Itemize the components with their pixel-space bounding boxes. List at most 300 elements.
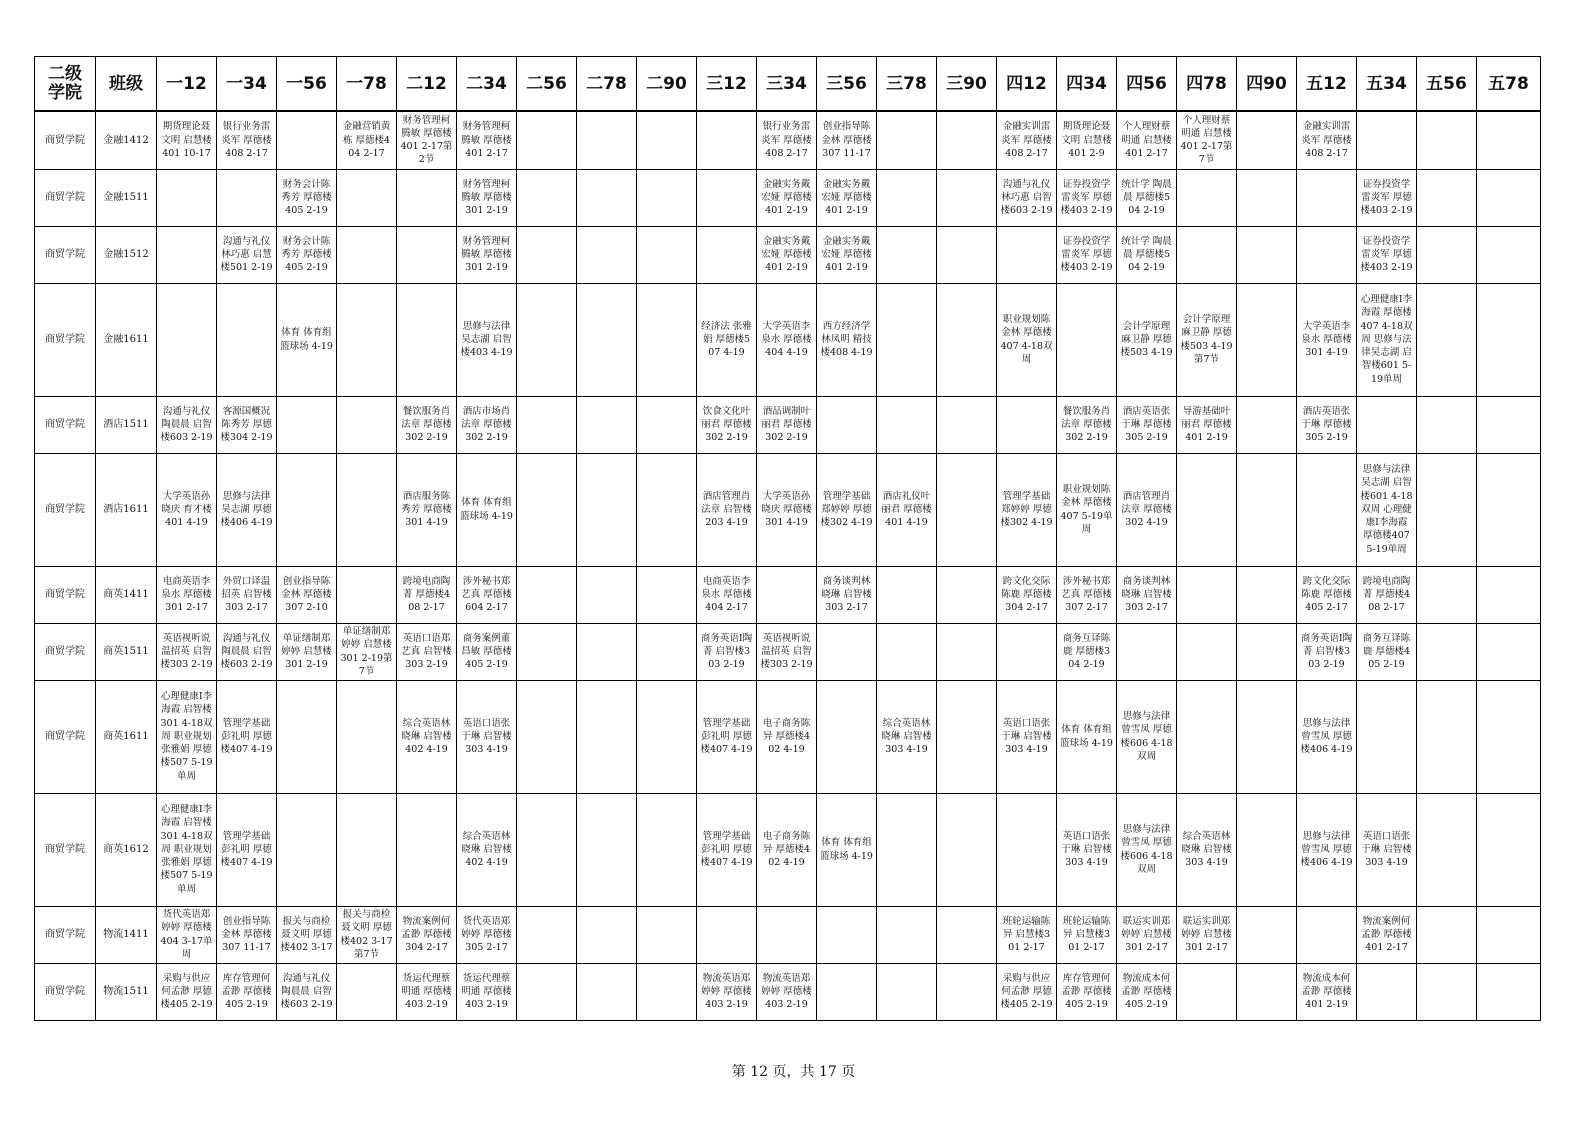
schedule-cell [457,283,517,396]
schedule-cell [337,793,397,906]
schedule-cell [1417,963,1477,1020]
schedule-cell [1297,963,1357,1020]
header-period: 三12 [697,57,757,112]
schedule-cell [457,226,517,283]
schedule-cell [337,906,397,963]
course-entry: 大学英语李泉水 厚德楼404 4-19 [761,320,812,359]
class-cell: 金融1412 [96,111,157,169]
schedule-cell [277,453,337,566]
schedule-cell [1297,566,1357,623]
schedule-cell [1177,226,1237,283]
college-cell: 商贸学院 [35,906,96,963]
schedule-cell [277,906,337,963]
schedule-cell [997,963,1057,1020]
schedule-cell [1057,623,1117,680]
schedule-cell [457,680,517,793]
course-entry: 证券投资学雷炎军 厚德楼403 2-19 [1360,235,1413,274]
header-period: 二90 [637,57,697,112]
schedule-cell [397,453,457,566]
schedule-cell [1237,680,1297,793]
schedule-cell [397,111,457,169]
table-row [35,453,1541,566]
table-row [35,566,1541,623]
schedule-cell [277,680,337,793]
course-entry: 综合英语林晓琳 启智楼303 4-19 [1181,830,1232,869]
course-entry: 会计学原理麻卫静 厚德楼503 4-19 [1120,320,1173,359]
schedule-cell [757,623,817,680]
course-entry: 涉外秘书郑艺真 厚德楼307 2-17 [1061,575,1112,614]
schedule-cell [277,566,337,623]
schedule-cell [937,963,997,1020]
schedule-cell [517,566,577,623]
table-row [35,396,1541,453]
course-entry: 电子商务陈异 厚德楼402 4-19 [762,830,811,869]
header-period: 五12 [1297,57,1357,112]
course-entry: 报关与商检聂文明 厚德楼402 3-17第7节 [340,909,393,960]
schedule-cell [817,169,877,226]
table-row [35,906,1541,963]
schedule-cell [1177,906,1237,963]
schedule-cell [1417,623,1477,680]
course-entry: 商务英语Ⅰ陶菁 启智楼303 2-19 [700,632,753,671]
schedule-cell [1057,793,1117,906]
course-entry: 联运实训郑婷婷 启慧楼301 2-17 [1181,915,1232,954]
schedule-cell [397,623,457,680]
header-college: 二级学院 [35,57,96,112]
schedule-cell [577,169,637,226]
course-entry: 金融实训雷炎军 厚德楼408 2-17 [1301,121,1352,159]
college-cell: 商贸学院 [35,566,96,623]
schedule-cell [937,793,997,906]
course-entry: 管理学基础彭礼明 厚德楼407 4-19 [700,830,753,869]
schedule-cell [457,453,517,566]
schedule-cell [397,169,457,226]
schedule-cell [217,453,277,566]
course-entry: 银行业务雷炎军 厚德楼408 2-17 [221,121,272,159]
class-cell: 物流1511 [96,963,157,1020]
schedule-cell [637,680,697,793]
schedule-cell [577,906,637,963]
header-class: 班级 [96,57,157,112]
schedule-cell [517,396,577,453]
course-entry: 思修与法律吴志湖 启智楼601 4-18双周 心理健康Ⅰ李海霞 厚德楼407 5-19单周 [1360,464,1413,555]
table-row [35,793,1541,906]
schedule-cell [1057,906,1117,963]
schedule-cell [757,226,817,283]
schedule-cell [157,396,217,453]
schedule-cell [157,566,217,623]
schedule-cell [697,226,757,283]
course-entry: 心理健康Ⅰ李海霞 启智楼301 4-18双周 职业规划 张雅娟 厚德楼507 5-19单周 [160,804,213,895]
schedule-cell [1117,169,1177,226]
schedule-cell [997,111,1057,169]
schedule-cell [1057,680,1117,793]
schedule-cell [877,111,937,169]
course-entry: 金融实务戴宏娅 厚德楼401 2-19 [761,178,812,217]
schedule-cell [1237,793,1297,906]
course-entry: 英语口语张于琳 启智楼303 4-19 [1061,830,1112,869]
schedule-cell [1417,111,1477,169]
schedule-cell [757,680,817,793]
course-entry: 个人理财蔡明通 启慧楼401 2-17第7节 [1180,114,1233,166]
schedule-cell [1177,396,1237,453]
schedule-cell [697,680,757,793]
schedule-cell [397,906,457,963]
course-entry: 跨境电商陶菁 厚德楼408 2-17 [402,575,451,614]
course-entry: 酒店服务陈秀芳 厚德楼301 4-19 [401,490,452,529]
schedule-cell [1237,453,1297,566]
course-entry: 客源国概况陈秀芳 厚德楼304 2-19 [220,405,273,444]
schedule-cell [757,906,817,963]
schedule-cell [697,793,757,906]
schedule-cell [157,283,217,396]
class-cell: 商英1611 [96,680,157,793]
schedule-cell [1117,680,1177,793]
schedule-cell [1237,111,1297,169]
course-entry: 经济法 张雅娟 厚德楼507 4-19 [701,320,752,359]
course-entry: 管理学基础彭礼明 厚德楼407 4-19 [220,717,273,756]
course-entry: 职业规划陈金林 厚德楼407 5-19单周 [1060,484,1113,535]
schedule-cell [397,963,457,1020]
course-entry: 物流成本何孟渺 厚德楼405 2-19 [1121,972,1172,1011]
schedule-cell [577,226,637,283]
schedule-cell [997,226,1057,283]
schedule-cell [577,566,637,623]
schedule-cell [1117,906,1177,963]
schedule-cell [757,396,817,453]
schedule-cell [1057,963,1117,1020]
college-cell: 商贸学院 [35,226,96,283]
schedule-cell [577,283,637,396]
schedule-cell [1057,111,1117,169]
schedule-cell [1117,396,1177,453]
schedule-cell [937,283,997,396]
college-cell: 商贸学院 [35,396,96,453]
schedule-cell [1057,226,1117,283]
schedule-cell [937,226,997,283]
course-entry: 沟通与礼仪林巧惠 启智楼603 2-19 [1000,178,1053,217]
course-entry: 创业指导陈金林 厚德楼307 11-17 [821,121,872,159]
schedule-cell [937,566,997,623]
course-entry: 商务谈判林晓琳 启智楼303 2-17 [1121,575,1172,614]
course-entry: 职业规划陈金林 厚德楼407 4-18双周 [1000,314,1053,365]
schedule-cell [337,226,397,283]
schedule-cell [937,453,997,566]
schedule-cell [217,396,277,453]
page-footer: 第 12 页，共 17 页 [731,1064,856,1080]
course-entry: 心理健康Ⅰ李海霞 启智楼301 4-18双周 职业规划 张雅娟 厚德楼507 5-19单周 [160,691,213,782]
course-entry: 酒店英语张于琳 厚德楼305 2-19 [1121,405,1172,444]
schedule-cell [517,906,577,963]
header-period: 二12 [397,57,457,112]
schedule-cell [697,566,757,623]
header-period: 二34 [457,57,517,112]
schedule-cell [817,680,877,793]
schedule-cell [1417,226,1477,283]
course-entry: 个人理财蔡明通 启慧楼401 2-17 [1121,121,1172,159]
course-entry: 管理学基础郑婷婷 厚德楼302 4-19 [1000,490,1053,529]
schedule-cell [1177,566,1237,623]
course-entry: 综合英语林晓琳 启智楼303 4-19 [881,717,932,756]
schedule-cell [1117,566,1177,623]
course-entry: 统计学 陶晨晨 厚德楼504 2-19 [1121,235,1172,274]
header-period: 一56 [277,57,337,112]
college-cell: 商贸学院 [35,111,96,169]
schedule-cell [157,623,217,680]
schedule-cell [1297,906,1357,963]
schedule-cell [997,453,1057,566]
course-entry: 思修与法律曾雪凤 厚德楼606 4-18双周 [1120,824,1173,875]
schedule-cell [1357,283,1417,396]
course-entry: 思修与法律吴志湖 启智楼403 4-19 [460,320,513,359]
class-cell: 金融1512 [96,226,157,283]
table-row [35,169,1541,226]
class-cell: 物流1411 [96,906,157,963]
course-entry: 大学英语孙晓庆 育才楼401 4-19 [161,490,212,529]
schedule-cell [997,396,1057,453]
schedule-cell [817,906,877,963]
course-entry: 管理学基础彭礼明 厚德楼407 4-19 [700,717,753,756]
schedule-cell [1057,396,1117,453]
course-entry: 餐饮服务肖法章 厚德楼302 2-19 [401,405,452,444]
schedule-cell [1357,396,1417,453]
schedule-cell [697,283,757,396]
schedule-cell [1237,226,1297,283]
schedule-cell [217,226,277,283]
schedule-cell [1057,283,1117,396]
schedule-cell [877,453,937,566]
schedule-cell [877,623,937,680]
schedule-cell [1117,793,1177,906]
schedule-cell [637,169,697,226]
schedule-cell [577,793,637,906]
header-period: 四12 [997,57,1057,112]
schedule-cell [637,453,697,566]
timetable [34,56,1541,1021]
course-entry: 体育 体育组 篮球场 4-19 [1060,724,1113,749]
schedule-cell [457,963,517,1020]
schedule-cell [1477,566,1541,623]
header-period: 四78 [1177,57,1237,112]
schedule-cell [1477,111,1541,169]
schedule-cell [817,226,877,283]
schedule-cell [637,963,697,1020]
schedule-cell [877,566,937,623]
schedule-cell [1417,680,1477,793]
schedule-cell [1297,396,1357,453]
course-entry: 电商英语李泉水 厚德楼301 2-17 [161,575,212,614]
course-entry: 期货理论聂文明 启慧楼401 2-9 [1061,121,1112,159]
course-entry: 思修与法律曾雪凤 厚德楼606 4-18双周 [1120,711,1173,762]
schedule-cell [937,396,997,453]
course-entry: 综合英语林晓琳 启智楼402 4-19 [401,717,452,756]
schedule-cell [277,283,337,396]
schedule-cell [1477,963,1541,1020]
course-entry: 货代英语郑婷婷 厚德楼305 2-17 [461,915,512,954]
table-row [35,623,1541,680]
schedule-cell [1237,623,1297,680]
class-cell: 商英1612 [96,793,157,906]
course-entry: 期货理论聂文明 启慧楼401 10-17 [161,121,212,159]
schedule-cell [637,566,697,623]
schedule-cell [757,111,817,169]
schedule-cell [517,623,577,680]
schedule-cell [1297,283,1357,396]
schedule-cell [1477,906,1541,963]
schedule-cell [1237,566,1297,623]
schedule-cell [457,111,517,169]
schedule-cell [157,453,217,566]
course-entry: 联运实训郑婷婷 启慧楼301 2-17 [1121,915,1172,954]
schedule-cell [1417,566,1477,623]
schedule-cell [1417,793,1477,906]
schedule-cell [577,453,637,566]
course-entry: 大学英语孙晓庆 厚德楼301 4-19 [761,490,812,529]
schedule-cell [397,283,457,396]
header-period: 三56 [817,57,877,112]
course-entry: 金融实训雷炎军 厚德楼408 2-17 [1001,121,1052,159]
schedule-cell [637,623,697,680]
schedule-cell [217,283,277,396]
schedule-cell [517,283,577,396]
schedule-cell [997,169,1057,226]
schedule-cell [937,906,997,963]
schedule-cell [277,226,337,283]
course-entry: 体育 体育组 篮球场 4-19 [820,837,873,862]
schedule-cell [937,111,997,169]
header-period: 五56 [1417,57,1477,112]
course-entry: 思修与法律吴志湖 厚德楼406 4-19 [220,490,273,529]
schedule-cell [997,793,1057,906]
schedule-cell [937,623,997,680]
schedule-cell [1117,623,1177,680]
schedule-cell [337,623,397,680]
schedule-cell [1357,793,1417,906]
schedule-cell [217,169,277,226]
schedule-cell [217,793,277,906]
schedule-cell [877,793,937,906]
schedule-cell [757,283,817,396]
course-entry: 酒店礼仪叶丽君 厚德楼401 4-19 [881,490,932,529]
course-entry: 证券投资学雷炎军 厚德楼403 2-19 [1060,178,1113,217]
course-entry: 综合英语林晓琳 启智楼402 4-19 [461,830,512,869]
schedule-cell [1297,169,1357,226]
class-cell: 商英1511 [96,623,157,680]
schedule-cell [1297,111,1357,169]
schedule-cell [217,680,277,793]
course-entry: 沟通与礼仪陶晨晨 启智楼603 2-19 [220,632,273,671]
schedule-cell [277,623,337,680]
course-entry: 西方经济学林凤明 精技楼408 4-19 [820,320,873,359]
schedule-cell [157,169,217,226]
course-entry: 英语口语郑艺真 启智楼303 2-19 [401,632,452,671]
schedule-cell [1357,906,1417,963]
class-cell: 金融1511 [96,169,157,226]
schedule-cell [337,169,397,226]
schedule-cell [877,169,937,226]
schedule-cell [277,963,337,1020]
schedule-cell [757,793,817,906]
schedule-cell [1237,963,1297,1020]
course-entry: 心理健康Ⅰ李海霞 厚德楼407 4-18双周 思修与法律吴志湖 启智楼601 5-19单周 [1360,294,1413,385]
schedule-cell [817,793,877,906]
schedule-cell [457,793,517,906]
course-entry: 金融营销黄栋 厚德楼404 2-17 [342,121,391,159]
course-entry: 创业指导陈金林 厚德楼307 2-10 [281,575,332,614]
course-entry: 酒店管理肖法章 厚德楼302 4-19 [1121,490,1172,529]
schedule-cell [1117,283,1177,396]
course-entry: 货代英语郑婷婷 厚德楼404 3-17单周 [160,909,213,960]
course-entry: 货运代理蔡明通 厚德楼403 2-19 [401,972,452,1011]
college-cell: 商贸学院 [35,963,96,1020]
schedule-cell [1177,963,1237,1020]
course-entry: 英语口语张于琳 启智楼303 4-19 [1001,717,1052,756]
course-entry: 导游基础叶丽君 厚德楼401 2-19 [1181,405,1232,444]
course-entry: 班轮运输陈异 启慧楼301 2-17 [1062,915,1111,954]
schedule-cell [697,623,757,680]
schedule-cell [277,169,337,226]
schedule-cell [577,396,637,453]
course-entry: 沟通与礼仪陶晨晨 启智楼603 2-19 [280,972,333,1011]
table-row [35,226,1541,283]
schedule-cell [817,623,877,680]
header-period: 二78 [577,57,637,112]
schedule-cell [1177,169,1237,226]
schedule-cell [1477,453,1541,566]
schedule-cell [637,283,697,396]
course-entry: 物流英语郑婷婷 厚德楼403 2-19 [761,972,812,1011]
class-cell: 酒店1611 [96,453,157,566]
course-entry: 统计学 陶晨晨 厚德楼504 2-19 [1121,178,1172,217]
schedule-cell [457,566,517,623]
schedule-cell [277,396,337,453]
schedule-cell [1177,283,1237,396]
course-entry: 管理学基础彭礼明 厚德楼407 4-19 [220,830,273,869]
course-entry: 商务互译陈鹿 厚德楼304 2-19 [1062,632,1111,671]
header-period: 五78 [1477,57,1541,112]
timetable-body [35,111,1541,1020]
course-entry: 财务管理柯腾敏 厚德楼301 2-19 [461,178,512,217]
schedule-cell [217,111,277,169]
schedule-cell [157,226,217,283]
schedule-cell [997,283,1057,396]
course-entry: 商务案例董昌敏 厚德楼405 2-19 [461,632,512,671]
schedule-cell [1297,680,1357,793]
schedule-cell [1177,453,1237,566]
course-entry: 酒品调制叶丽君 厚德楼302 2-19 [761,405,812,444]
header-period: 四34 [1057,57,1117,112]
course-entry: 财务管理柯腾敏 厚德楼401 2-17 [461,121,512,159]
course-entry: 思修与法律曾雪凤 厚德楼406 4-19 [1300,717,1353,756]
schedule-cell [997,566,1057,623]
schedule-cell [397,793,457,906]
course-entry: 商务英语Ⅰ陶菁 启智楼303 2-19 [1300,632,1353,671]
schedule-cell [757,566,817,623]
header-period: 三34 [757,57,817,112]
schedule-cell [517,793,577,906]
schedule-cell [1357,453,1417,566]
schedule-cell [1177,680,1237,793]
schedule-cell [337,453,397,566]
schedule-cell [1417,283,1477,396]
schedule-cell [277,793,337,906]
schedule-cell [337,396,397,453]
schedule-cell [1417,169,1477,226]
college-cell: 商贸学院 [35,680,96,793]
schedule-cell [1297,793,1357,906]
table-row [35,963,1541,1020]
course-entry: 财务会计陈秀芳 厚德楼405 2-19 [281,178,332,217]
